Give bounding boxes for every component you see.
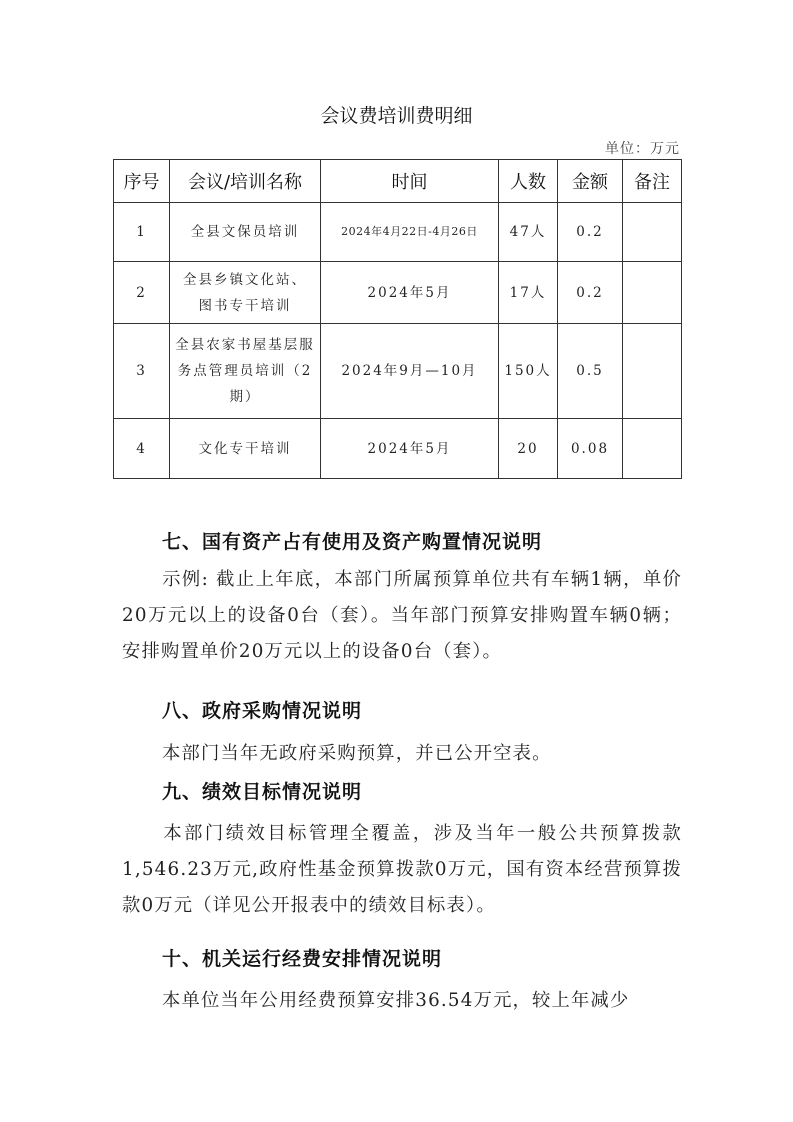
section-body-procurement [122,736,682,772]
cell-no: 1 [114,203,170,262]
cell-people: 47人 [499,203,558,262]
cell-note [623,419,682,479]
cell-time: 2024年5月 [321,419,499,479]
table-row [114,203,682,262]
cell-name: 全县乡镇文化站、图书专干培训 [170,262,321,324]
table-row [114,419,682,479]
cell-no: 3 [114,324,170,419]
section-body-assets [122,562,682,670]
section-body-performance [122,816,682,924]
section-heading-performance: 九、绩效目标情况说明 [162,781,363,803]
cell-name: 全县农家书屋基层服务点管理员培训（2期） [170,324,321,419]
cell-name: 文化专干培训 [170,419,321,479]
cell-time: 2024年4月22日-4月26日 [321,203,499,262]
cell-people: 150人 [499,324,558,419]
cell-name: 全县文保员培训 [170,203,321,262]
header-name: 会议/培训名称 [170,160,321,203]
section-body-operation-text: 本单位当年公用经费预算安排36.54万元，较上年减少 [162,990,630,1011]
cell-no: 2 [114,262,170,324]
cell-time: 2024年5月 [321,262,499,324]
cell-amount: 0.08 [558,419,623,479]
cell-people: 20 [499,419,558,479]
table-header-row [114,160,682,203]
header-amount: 金额 [558,160,623,203]
cell-note [623,262,682,324]
cell-no: 4 [114,419,170,479]
header-note: 备注 [623,160,682,203]
cell-note [623,203,682,262]
unit-label: 单位：万元 [605,141,680,157]
cell-people: 17人 [499,262,558,324]
table-title: 会议费培训费明细 [320,105,473,127]
section-heading-operation: 十、机关运行经费安排情况说明 [162,948,443,970]
section-body-assets-text: 示例: 截止上年底，本部门所属预算单位共有车辆1辆，单价20万元以上的设备0台（套）。当年部门预算安排购置车辆0辆；安排购置单价20万元以上的设备0台（套）。 [122,569,682,662]
header-time: 时间 [321,160,499,203]
header-people: 人数 [499,160,558,203]
section-body-procurement-text: 本部门当年无政府采购预算，并已公开空表。 [162,743,552,764]
section-heading-assets: 七、国有资产占有使用及资产购置情况说明 [162,531,543,553]
section-body-performance-text: 本部门绩效目标管理全覆盖，涉及当年一般公共预算拨款1,546.23万元,政府性基金预算拨款0万元，国有资本经营预算拨款0万元（详见公开报表中的绩效目标表）。 [122,823,682,916]
table-row [114,262,682,324]
expense-table [113,159,682,479]
cell-amount: 0.2 [558,262,623,324]
section-body-operation [122,983,682,1019]
cell-amount: 0.5 [558,324,623,419]
cell-note [623,324,682,419]
cell-time: 2024年9月—10月 [321,324,499,419]
cell-amount: 0.2 [558,203,623,262]
section-heading-procurement: 八、政府采购情况说明 [162,700,363,722]
header-no: 序号 [114,160,170,203]
table-row [114,324,682,419]
